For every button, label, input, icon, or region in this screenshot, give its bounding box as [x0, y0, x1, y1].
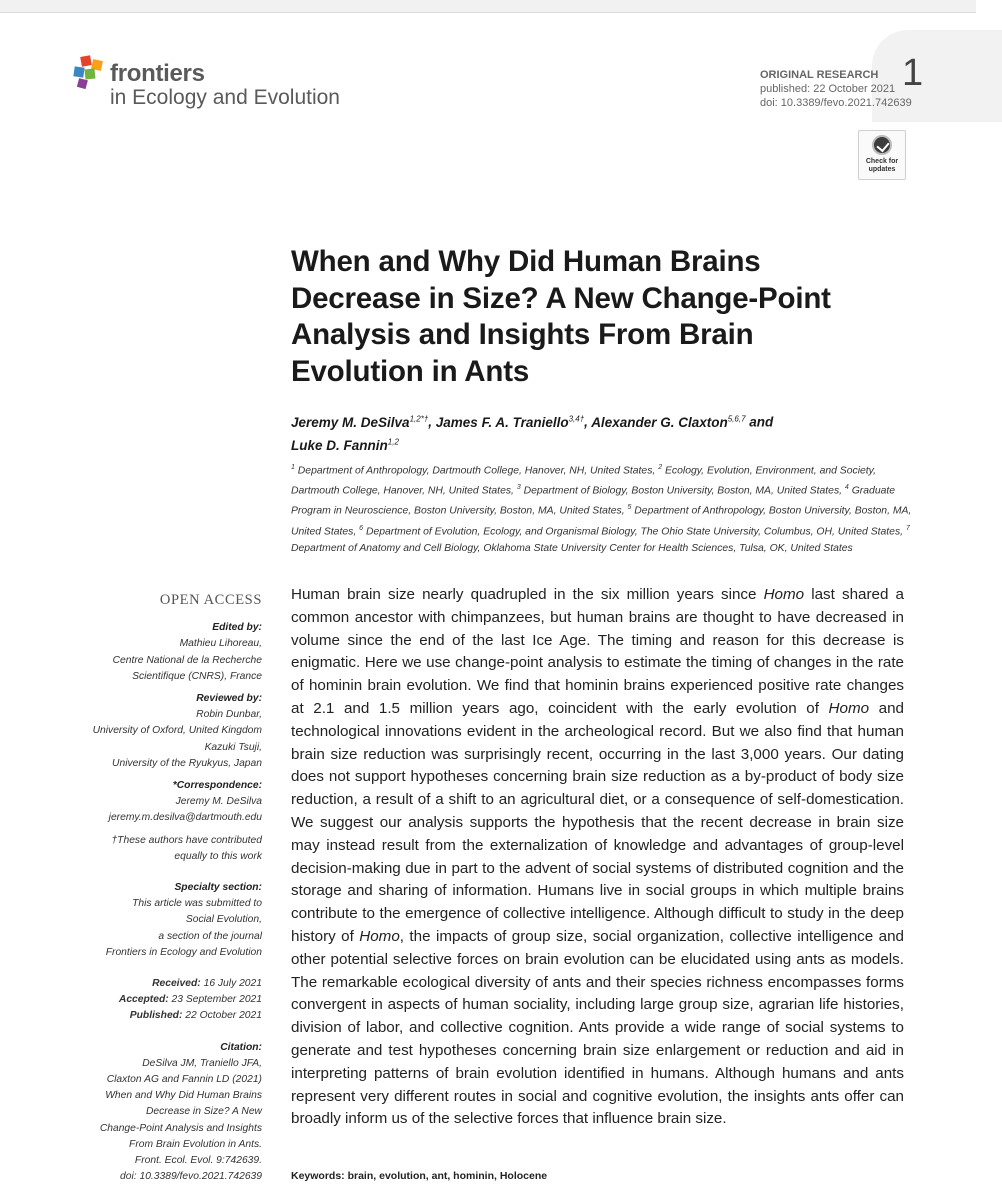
editor-line: Mathieu Lihoreau,	[179, 638, 262, 650]
abstract: Human brain size nearly quadrupled in the six million years since Homo last shared a common ancestor with chimpanzees, but human brains are thought to have decreased in volume since the end of the last Ice Age. The timing and reason for this decrease is enigmatic. Here we use change-point analysis to estimate the timing of changes in the rate of hominin brain evolution. We find that hominin brains experienced positive rate changes at 2.1 and 1.5 million years ago, coincident with the early evolution of Homo and technological innovations evident in the archeological record. But we also find that human brain size reduction was surprisingly recent, occurring in the last 3,000 years. Our dating does not support hypotheses concerning brain size reduction as a by-product of body size reduction, a result of a shift to an agricultural diet, or a consequence of self-domestication. We suggest our analysis supports the hypothesis that the recent decrease in brain size may instead result from the externalization of knowledge and advantages of group-level decision-making due in part to the advent of social systems of distributed cognition and the storage and sharing of information. Humans live in social groups in which multiple brains contribute to the emergence of collective intelligence. Although difficult to study in the deep history of Homo, the impacts of group size, social organization, collective intelligence and other potential selective forces on brain evolution can be elucidated using ants as models. The remarkable ecological diversity of ants and their species richness encompasses forms convergent in aspects of human sociality, including large group size, agrarian life histories, division of labor, and collective cognition. Ants provide a wide range of social systems to generate and test hypotheses concerning brain size enlargement or reduction and aid in interpreting patterns of brain evolution identified in humans. Although humans and ants represent very different routes in social and cognitive evolution, the insights ants offer can broadly inform us of the selective forces that influence brain size.	[291, 586, 904, 1128]
journal-logo[interactable]	[72, 56, 372, 116]
citation-line: Change-Point Analysis and Insights	[99, 1122, 262, 1134]
journal-name: in Ecology and Evolution	[110, 86, 340, 109]
affiliations: $^1$ Department of Anthropology, Dartmouth College, Hanover, NH, United States, $^2$ Ecology, Evolution, Environment, and Society, Dartmouth College, Hanover, NH, United States, $^3$ Department of Biology, Boston University, Boston, MA, United States, $^4$ Graduate Program in Neuroscience, Boston University, Boston, MA, United States, $^5$ Department of Anthropology, Boston University, Boston, MA, United States, $^6$ Department of Evolution, Ecology, and Organismal Biology, The Ohio State University, Columbus, OH, United States, $^7$ Department of Anatomy and Cell Biology, Oklahoma State University Center for Health Sciences, Tulsa, OK, United States	[291, 464, 912, 554]
contribution-note: †These authors have contributed	[111, 834, 262, 846]
published-date: published: 22 October 2021	[760, 83, 896, 95]
article-type: ORIGINAL RESEARCH	[760, 69, 879, 81]
citation-line: From Brain Evolution in Ants.	[129, 1138, 262, 1150]
citation-line: When and Why Did Human Brains	[105, 1090, 262, 1102]
received-date: Received: 16 July 2021	[152, 978, 262, 990]
author[interactable]: Jeremy M. DeSilva$^{1,2*\dagger}$	[291, 414, 429, 430]
reviewer-line: Kazuki Tsuji,	[204, 741, 262, 753]
editor-line: Centre National de la Recherche	[112, 654, 262, 666]
reviewer-line: Robin Dunbar,	[196, 709, 262, 721]
contribution-note: equally to this work	[174, 850, 262, 862]
affiliation: Department of Anthropology, Dartmouth College, Hanover, NH, United States,	[297, 465, 659, 477]
reviewed-by-heading: Reviewed by:	[196, 693, 262, 705]
accepted-date: Accepted: 23 September 2021	[118, 994, 262, 1006]
author-list: Jeremy M. DeSilva$^{1,2*\dagger}$, James F. A. Traniello$^{3,4\dagger}$, Alexander G. Claxton$^{5,6,7}$ and Luke D. Fannin$^{1,2}$	[291, 414, 774, 453]
open-access-label: OPEN ACCESS	[159, 592, 262, 608]
reviewer-line: University of Oxford, United Kingdom	[92, 725, 262, 737]
edited-by-heading: Edited by:	[212, 622, 262, 634]
specialty-line: Social Evolution,	[185, 914, 262, 926]
affiliation: Department of Biology, Boston University, Boston, MA, United States,	[523, 485, 845, 497]
frontiers-logo-icon	[72, 56, 106, 90]
specialty-line: This article was submitted to	[132, 898, 262, 910]
editor-line: Scientifique (CNRS), France	[132, 670, 262, 682]
author[interactable]: Alexander G. Claxton$^{5,6,7}$	[591, 414, 746, 430]
page-number: 1	[902, 52, 924, 94]
author[interactable]: James F. A. Traniello$^{3,4\dagger}$	[435, 414, 585, 430]
specialty-line: Frontiers in Ecology and Evolution	[105, 946, 262, 958]
brand-name: frontiers	[110, 60, 205, 87]
viewer-top-bar	[0, 0, 976, 13]
published-date-sidebar: Published: 22 October 2021	[129, 1010, 262, 1022]
correspondence-email[interactable]: jeremy.m.desilva@dartmouth.edu	[108, 812, 262, 824]
article-meta	[700, 69, 912, 109]
article-doi[interactable]: doi: 10.3389/fevo.2021.742639	[760, 97, 912, 109]
correspondence-heading: *Correspondence:	[172, 780, 262, 792]
affiliation: Ecology, Evolution, Environment, and Society, Dartmouth College, Hanover, NH, United States,	[291, 465, 876, 497]
keywords: Keywords: brain, evolution, ant, hominin, Holocene	[291, 1170, 548, 1182]
affiliation: Department of Anatomy and Cell Biology, Oklahoma State University Center for Health Sciences, Tulsa, OK, United States	[291, 542, 853, 554]
check-icon	[872, 135, 892, 155]
citation-line: DeSilva JM, Traniello JFA,	[142, 1057, 262, 1069]
affiliation: Department of Anthropology, Boston University, Boston, MA, United States,	[291, 505, 912, 537]
author[interactable]: Luke D. Fannin$^{1,2}$	[291, 437, 399, 453]
citation-heading: Citation:	[220, 1041, 262, 1053]
citation-doi[interactable]: doi: 10.3389/fevo.2021.742639	[120, 1171, 262, 1183]
check-for-updates-label: Check for updates	[865, 158, 899, 173]
affiliation: Department of Evolution, Ecology, and Organismal Biology, The Ohio State University, Columbus, OH, United States,	[365, 525, 906, 537]
citation-line: Front. Ecol. Evol. 9:742639.	[134, 1155, 262, 1167]
article-title: When and Why Did Human Brains Decrease in Size? A New Change-Point Analysis and Insights From Brain Evolution in Ants	[291, 245, 831, 388]
reviewer-line: University of the Ryukyus, Japan	[112, 757, 262, 769]
citation-line: Decrease in Size? A New	[146, 1106, 262, 1118]
specialty-heading: Specialty section:	[174, 882, 262, 894]
specialty-line: a section of the journal	[158, 930, 262, 942]
affiliation: Graduate Program in Neuroscience, Boston University, Boston, MA, United States,	[291, 485, 896, 517]
correspondence-name: Jeremy M. DeSilva	[175, 796, 262, 808]
article-sidebar	[60, 592, 262, 1186]
citation-line: Claxton AG and Fannin LD (2021)	[106, 1074, 262, 1086]
check-for-updates-button[interactable]	[858, 130, 906, 180]
